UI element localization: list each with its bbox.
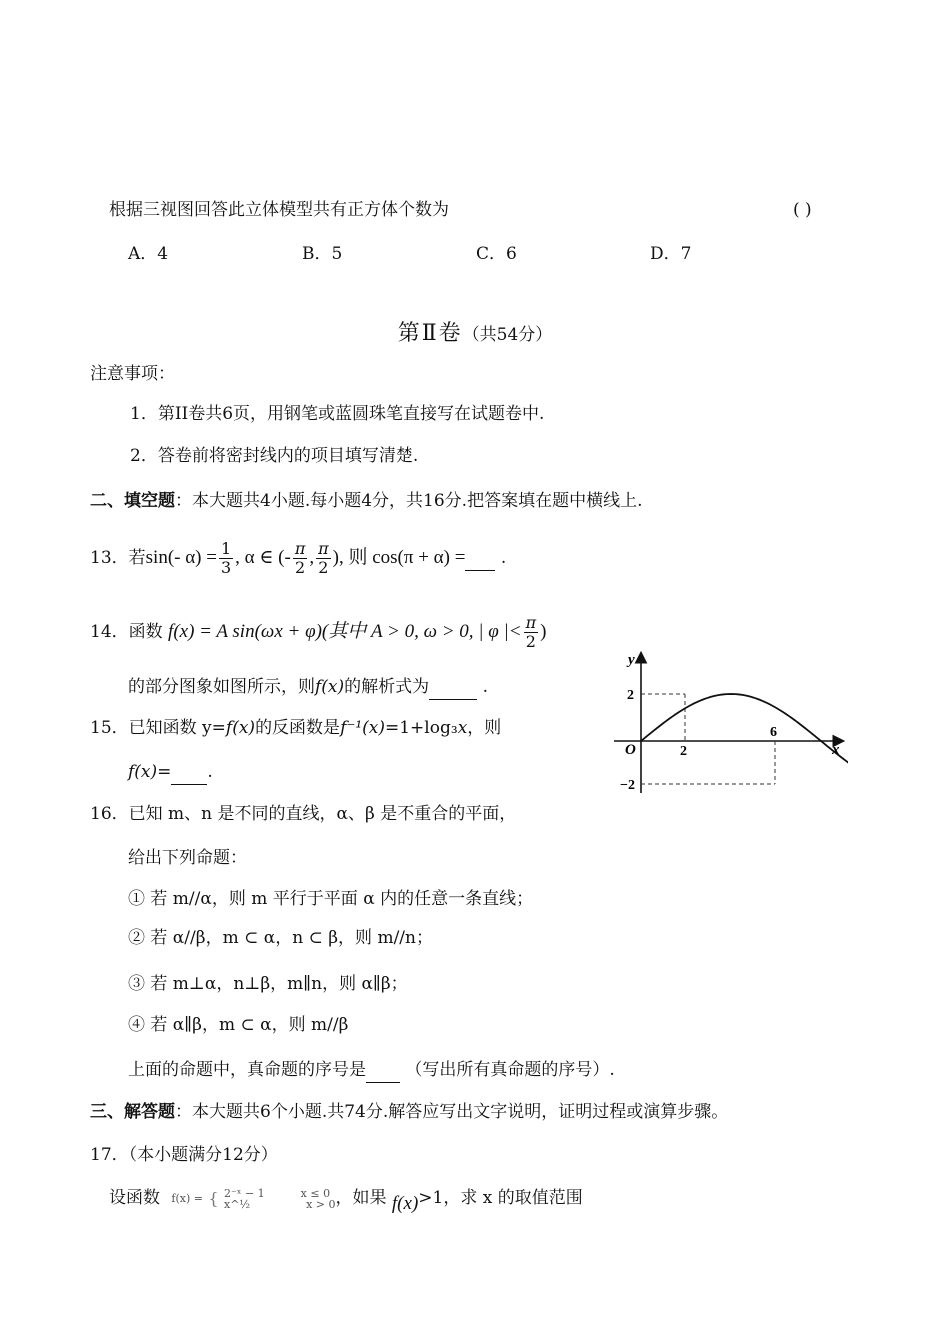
q12-option-d: D．7	[650, 244, 692, 264]
section2-title: 第Ⅱ卷	[397, 321, 463, 346]
q14-expr: f(x) = A sin(ωx + φ)(其中 A > 0, ω > 0, | φ |<	[168, 621, 522, 642]
q14-number: 14．	[90, 622, 129, 642]
q14-close: )	[540, 621, 547, 642]
q13-frac-pi-b	[316, 540, 331, 577]
origin-label: O	[625, 742, 636, 758]
q17-tail: >1，求 x 的取值范围	[418, 1188, 583, 1208]
fill-heading	[90, 489, 642, 513]
q17-piecewise-fx: f(x) =	[171, 1192, 203, 1205]
q17-piece-top: 2⁻ˣ − 1	[223, 1186, 265, 1200]
q15-line1-a: 已知函数 y=	[128, 718, 226, 738]
q16-proposition-4: ④ 若 α∥β，m ⊂ α，则 m//β	[128, 1015, 349, 1035]
q13-frac-pi-a	[293, 540, 308, 577]
q17-number: 17．	[90, 1145, 129, 1165]
q15-line1-inverse: f⁻¹(x)	[340, 718, 385, 738]
q16-tail-b: （写出所有真命题的序号）.	[405, 1060, 615, 1080]
q16-line1	[90, 802, 516, 826]
q17-piece-top-cond: x ≤ 0	[300, 1186, 331, 1200]
y-axis-label: y	[628, 652, 635, 668]
q13-expr-b: , α ∈ (-	[235, 547, 291, 568]
q15-line2-fx: f(x)	[128, 762, 158, 782]
q14-line2	[128, 675, 488, 700]
q14-line2-a: 的部分图象如图所示，则	[128, 677, 315, 697]
q14-line2-end: .	[482, 677, 488, 697]
q16-line2: 给出下列命题：	[128, 848, 247, 868]
y-tick-2: 2	[627, 688, 634, 703]
notice-item-2: 2．答卷前将密封线内的项目填写清楚.	[130, 446, 419, 466]
q14-lead: 函数	[128, 622, 163, 642]
q13-frac-num: 1	[220, 539, 232, 558]
answer-heading-bold: 三、解答题	[90, 1102, 175, 1122]
q14-line2-fx: f(x)	[315, 677, 345, 697]
q15-line1-b: 的反函数是	[255, 718, 341, 738]
q15-line2-end: .	[207, 762, 213, 782]
q13-expr-c: ), 则 cos(π + α) =	[332, 547, 466, 568]
q13-frac-pi-a-num: π	[294, 539, 306, 558]
q15-line1-x: x	[457, 718, 468, 738]
q16-proposition-2: ② 若 α//β，m ⊂ α，n ⊂ β，则 m//n；	[128, 928, 433, 948]
q16-proposition-1: ① 若 m//α，则 m 平行于平面 α 内的任意一条直线；	[128, 889, 534, 909]
x-tick-2: 2	[680, 744, 687, 759]
q15-line1-d: ，则	[467, 718, 502, 738]
q17-piece-bot-cond: x > 0	[306, 1197, 336, 1211]
q12-option-c: C．6	[476, 244, 517, 264]
q17-score: （本小题满分12分）	[128, 1145, 278, 1165]
q13-expr-a: sin(- α) =	[145, 547, 217, 568]
q16-line1-text: 已知 m、n 是不同的直线，α、β 是不重合的平面，	[128, 804, 517, 824]
q17-line1	[90, 1143, 278, 1167]
q12-option-b: B．5	[302, 244, 343, 264]
q17-mid: ，如果	[335, 1188, 387, 1208]
q14-frac-den: 2	[525, 632, 536, 651]
answer-heading	[90, 1100, 728, 1124]
q16-answer-blank[interactable]	[366, 1058, 400, 1083]
q17-piecewise-cases	[224, 1188, 336, 1210]
q13-answer-blank[interactable]	[465, 546, 495, 571]
q15-line2-b: =	[157, 762, 172, 782]
x-axis-label: x	[832, 742, 840, 758]
q13-frac-pi-b-num: π	[318, 539, 329, 558]
q13-frac-pi-a-den: 2	[295, 558, 306, 577]
notice-item-1: 1．第II卷共6页，用钢笔或蓝圆珠笔直接写在试题卷中.	[130, 404, 545, 424]
sine-curve	[641, 694, 848, 774]
answer-heading-rest: ：本大题共6个小题.共74分.解答应写出文字说明，证明过程或演算步骤。	[175, 1102, 729, 1122]
q12-answer-paren: ( )	[793, 200, 812, 220]
q13-number: 13．	[90, 548, 129, 568]
section2-heading	[0, 316, 950, 347]
q14-fraction	[524, 614, 539, 651]
q15-line1-c: =1+log₃	[385, 718, 458, 738]
q14-line2-b: 的解析式为	[344, 677, 430, 697]
q13-frac-pi-b-den: 2	[318, 558, 329, 577]
q13-comma: ,	[309, 547, 315, 568]
q15-number: 15．	[90, 718, 129, 738]
q13-frac-den: 3	[220, 558, 232, 577]
q15-line1	[90, 716, 501, 740]
q14-frac-num: π	[525, 613, 537, 632]
q14-line1	[90, 614, 546, 651]
q16-number: 16．	[90, 804, 129, 824]
q14-answer-blank[interactable]	[429, 675, 477, 700]
fill-heading-rest: ：本大题共4小题.每小题4分，共16分.把答案填在题中横线上.	[175, 491, 643, 511]
q16-tail	[128, 1058, 615, 1083]
q12-option-a: A．4	[128, 244, 169, 264]
section2-subtitle: （共54分）	[462, 325, 553, 345]
q17-fx: f(x)	[391, 1193, 419, 1214]
q13-end: .	[500, 548, 507, 568]
q17-lead: 设函数	[109, 1188, 160, 1208]
notice-heading: 注意事项：	[90, 364, 175, 384]
q15-line2	[128, 760, 213, 785]
q16-proposition-3: ③ 若 m⊥α，n⊥β，m∥n，则 α∥β；	[128, 974, 408, 994]
q12-stem: 根据三视图回答此立体模型共有正方体个数为	[109, 200, 449, 220]
q13-fraction	[219, 540, 233, 577]
q17-line2	[109, 1186, 583, 1216]
sine-graph	[612, 648, 848, 798]
x-tick-6: 6	[770, 725, 777, 740]
q16-tail-a: 上面的命题中，真命题的序号是	[128, 1060, 366, 1080]
q17-piece-bot: x^½	[223, 1197, 251, 1211]
q13-ruo: 若	[128, 548, 146, 568]
fill-heading-bold: 二、填空题	[90, 491, 175, 511]
q17-piecewise-brace: {	[208, 1188, 219, 1208]
q13	[90, 540, 506, 577]
q15-answer-blank[interactable]	[171, 760, 207, 785]
q15-line1-fx: f(x)	[225, 718, 256, 738]
y-tick-neg2: −2	[620, 778, 635, 793]
